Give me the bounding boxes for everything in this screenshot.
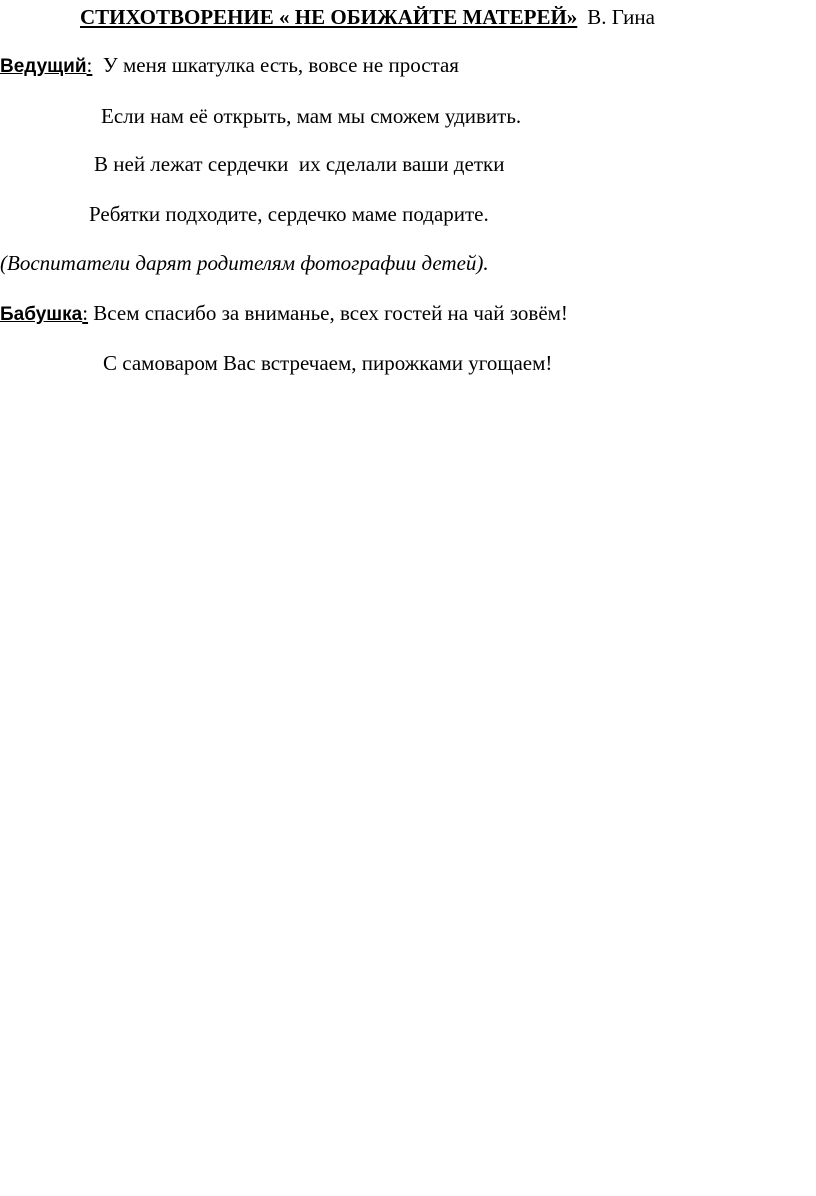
poem-author: В. Гина [587, 5, 655, 29]
speaker-name: Ведущий [0, 56, 87, 77]
speaker-colon: : [82, 301, 89, 325]
speaker-name: Бабушка [0, 304, 83, 325]
line-text: Всем спасибо за вниманье, всех гостей на чай зовём! [88, 301, 568, 325]
line-text: (Воспитатели дарят родителям фотографии детей). [0, 251, 489, 275]
verse-line-6 [0, 300, 568, 328]
stage-direction [0, 250, 489, 276]
speaker-colon: : [86, 53, 93, 77]
verse-line-7 [103, 350, 552, 376]
title-line [80, 4, 655, 30]
line-text: У меня шкатулка есть, вовсе не простая [92, 53, 459, 77]
verse-line-4 [89, 201, 489, 227]
line-text: Ребятки подходите, сердечко маме подарите. [89, 202, 489, 226]
line-text: С самоваром Вас встречаем, пирожками угощаем! [103, 351, 553, 375]
verse-line-3 [94, 151, 504, 177]
poem-title: СТИХОТВОРЕНИЕ « НЕ ОБИЖАЙТЕ МАТЕРЕЙ» [80, 5, 578, 29]
verse-line-2 [101, 103, 521, 129]
verse-line-1 [0, 52, 459, 80]
line-text: В ней лежат сердечки их сделали ваши детки [94, 152, 505, 176]
line-text: Если нам её открыть, мам мы сможем удивить. [101, 104, 522, 128]
